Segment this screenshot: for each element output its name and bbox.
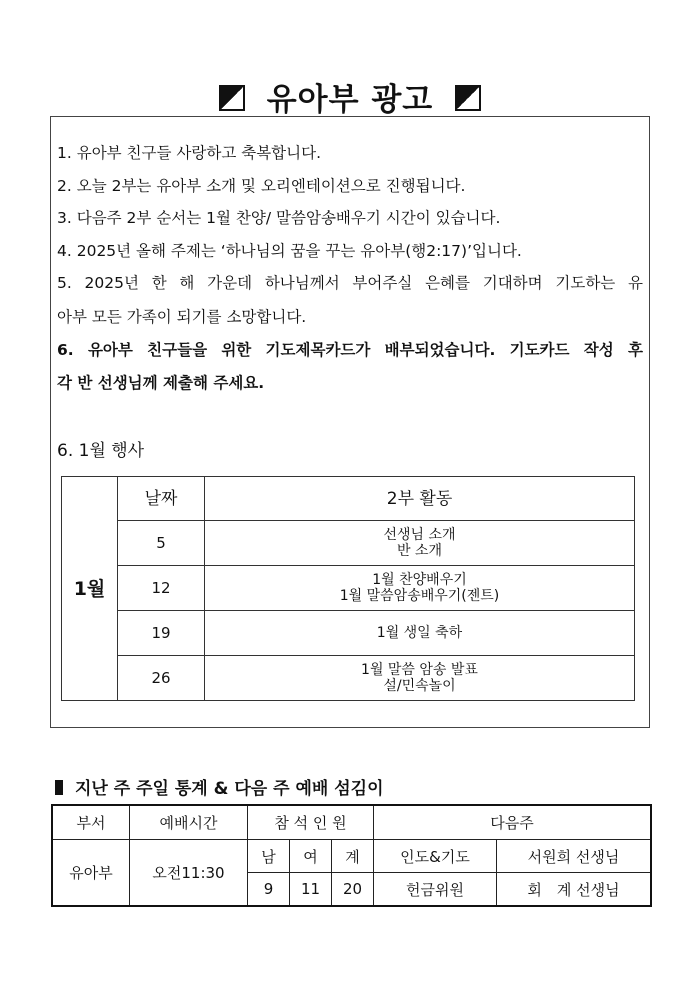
dept-value: 유아부 (52, 840, 130, 907)
notice-3: 3. 다음주 2부 순서는 1월 찬양/ 말씀암송배우기 시간이 있습니다. (57, 209, 501, 227)
activity-line: 1월 찬양배우기 (372, 572, 467, 588)
notice-4: 4. 2025년 올해 주제는 ‘하나님의 꿈을 꾸는 유아부(행2:17)’입니다. (57, 242, 522, 260)
month-cell: 1월 (62, 477, 118, 701)
activity-header: 2부 활동 (205, 477, 635, 521)
notice-1: 1. 유아부 친구들 사랑하고 축복합니다. (57, 144, 322, 162)
event-activity (205, 656, 635, 701)
bullet-square-icon (55, 780, 63, 795)
page-title (0, 74, 700, 119)
role-leader: 인도&기도 (374, 840, 497, 873)
female-count: 11 (290, 873, 332, 907)
activity-line: 설/민속놀이 (383, 678, 456, 694)
stats-title (55, 774, 384, 799)
male-label: 남 (248, 840, 290, 873)
date-header: 날짜 (118, 477, 205, 521)
dept-header: 부서 (52, 805, 130, 840)
notice-6-line1: 6. 유아부 친구들을 위한 기도제목카드가 배부되었습니다. 기도카드 작성 후 (57, 341, 643, 359)
notice-2: 2. 오늘 2부는 유아부 소개 및 오리엔테이션으로 진행됩니다. (57, 177, 466, 195)
events-table (61, 476, 635, 701)
role-offering: 헌금위원 (374, 873, 497, 907)
time-value: 오전11:30 (130, 840, 248, 907)
notice-6-line2: 각 반 선생님께 제출해 주세요. (57, 374, 265, 392)
activity-line: 선생님 소개 (383, 527, 456, 543)
event-date: 26 (118, 656, 205, 701)
event-activity (205, 566, 635, 611)
person-offering: 회 계 선생님 (497, 873, 652, 907)
activity-line: 1월 말씀암송배우기(젠트) (339, 588, 500, 604)
event-date: 12 (118, 566, 205, 611)
next-week-header: 다음주 (374, 805, 652, 840)
activity-line: 1월 생일 축하 (376, 625, 463, 641)
page-title-text: 유아부 광고 (266, 82, 434, 118)
table-row (62, 566, 635, 611)
female-label: 여 (290, 840, 332, 873)
stats-title-text: 지난 주 주일 통계 & 다음 주 예배 섬김이 (75, 779, 384, 799)
total-count: 20 (332, 873, 374, 907)
activity-line: 반 소개 (396, 543, 443, 559)
table-row (62, 611, 635, 656)
male-count: 9 (248, 873, 290, 907)
attendance-header: 참 석 인 원 (248, 805, 374, 840)
event-date: 19 (118, 611, 205, 656)
notice-5-line1: 5. 2025년 한 해 가운데 하나님께서 부어주실 은혜를 기대하며 기도하는 유 (57, 274, 643, 292)
event-activity (205, 611, 635, 656)
table-row (62, 521, 635, 566)
stats-table (51, 804, 652, 907)
person-leader: 서원희 선생님 (497, 840, 652, 873)
activity-line: 1월 말씀 암송 발표 (361, 662, 478, 678)
table-row (62, 656, 635, 701)
half-filled-square-icon (455, 85, 481, 111)
events-title: 6. 1월 행사 (57, 441, 145, 461)
notice-5-line2: 아부 모든 가족이 되기를 소망합니다. (57, 308, 307, 326)
half-filled-square-icon (219, 85, 245, 111)
time-header: 예배시간 (130, 805, 248, 840)
event-date: 5 (118, 521, 205, 566)
total-label: 계 (332, 840, 374, 873)
event-activity (205, 521, 635, 566)
